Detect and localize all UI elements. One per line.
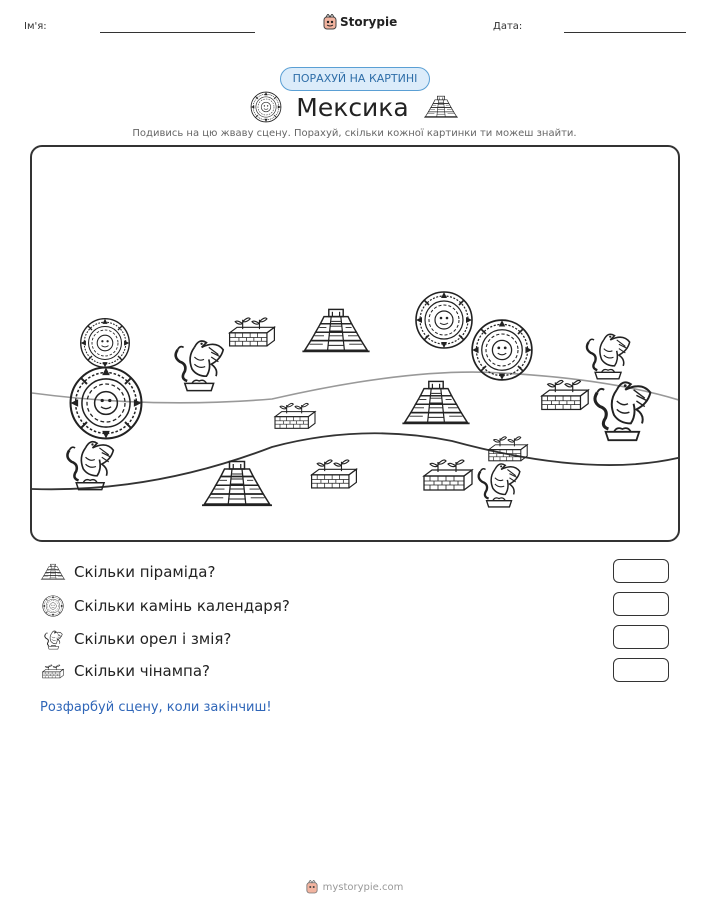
chinampa (270, 397, 320, 433)
footer-url: mystorypie.com (322, 881, 404, 893)
question-text: Скільки чінампа? (74, 662, 211, 680)
eagle-and-snake (60, 434, 118, 492)
question-eagle-snake (40, 628, 231, 650)
instructions: Подивись на цю жваву сцену. Порахуй, скільки кожної картинки ти можеш знайти. (132, 128, 577, 139)
answer-box-eagle-snake[interactable] (613, 625, 669, 649)
coloring-note: Розфарбуй сцену, коли закінчиш! (40, 700, 272, 715)
answer-box-chinampa[interactable] (613, 658, 669, 682)
activity-badge: ПОРАХУЙ НА КАРТИНІ (280, 67, 430, 91)
calendar-stone-icon (250, 91, 282, 123)
answer-box-pyramid[interactable] (613, 559, 669, 583)
chinampa (418, 453, 478, 495)
question-text: Скільки орел і змія? (74, 630, 232, 648)
storypie-logo-icon (306, 880, 318, 894)
picture-scene (30, 145, 680, 542)
answer-box-calendar-stone[interactable] (613, 592, 669, 616)
page-title: Мексика (296, 92, 409, 122)
calendar-stone (68, 365, 144, 441)
eagle-and-snake (168, 333, 228, 393)
storypie-logo-icon (323, 14, 337, 30)
pyramid-icon (423, 93, 459, 121)
name-label: Ім'я: (24, 21, 47, 32)
calendar-stone (470, 318, 534, 382)
calendar-stone (79, 317, 131, 369)
pyramid (300, 307, 372, 355)
brand-name: Storypie (340, 15, 398, 29)
chinampa-icon (40, 661, 66, 681)
chinampa (306, 453, 362, 493)
question-text: Скільки камінь календаря? (74, 597, 290, 615)
chinampa (224, 311, 280, 351)
question-text: Скільки піраміда? (74, 563, 216, 581)
eagle-and-snake (586, 373, 656, 443)
chinampa (536, 373, 594, 415)
footer (0, 880, 709, 894)
brand-logo (323, 14, 397, 30)
title-row (0, 91, 709, 123)
calendar-stone-icon (40, 595, 66, 617)
question-calendar-stone (40, 595, 290, 617)
pyramid (198, 459, 276, 509)
name-field[interactable] (100, 32, 255, 33)
eagle-snake-icon (40, 628, 66, 650)
date-field[interactable] (564, 32, 686, 33)
chinampa (484, 431, 532, 465)
calendar-stone (414, 290, 474, 350)
pyramid (400, 377, 472, 429)
question-pyramid (40, 562, 215, 582)
pyramid-icon (40, 562, 66, 582)
date-label: Дата: (493, 21, 523, 32)
question-chinampa (40, 661, 210, 681)
